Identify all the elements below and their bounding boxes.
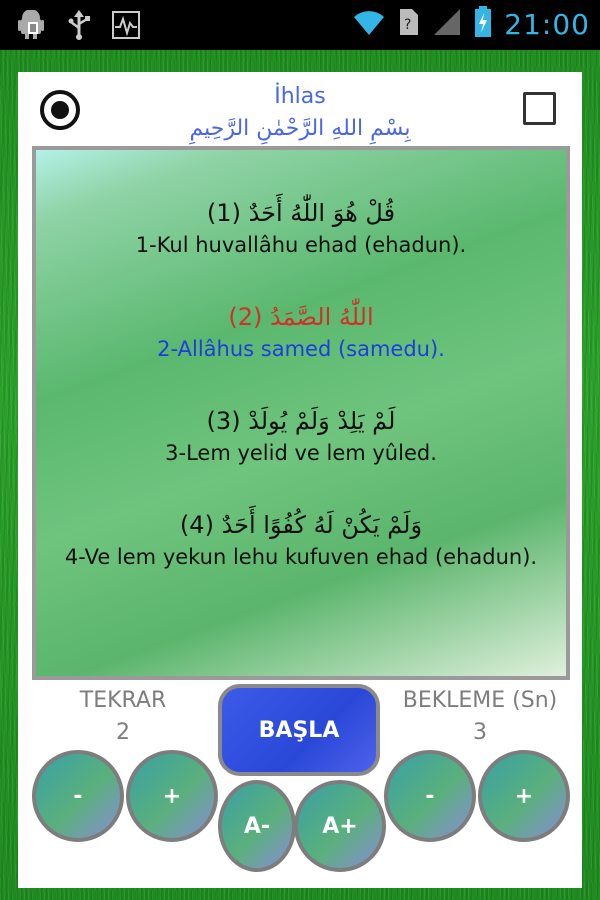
repeat-count: 2 (116, 720, 130, 745)
grass-frame (0, 50, 600, 900)
surah-title: İhlas (274, 84, 326, 109)
verse-arabic: قُلْ هُوَ اللّٰهُ أَحَدٌ (1) (206, 199, 396, 227)
verse-transliteration: 2-Allâhus samed (samedu). (157, 337, 445, 361)
status-bar-right (352, 6, 590, 42)
basmala-text: بِسْمِ اللهِ الرَّحْمٰنِ الرَّحِيمِ (189, 116, 411, 141)
repeat-increase-button[interactable]: + (126, 750, 218, 842)
verse-3[interactable] (36, 404, 566, 468)
signal-icon (432, 7, 462, 41)
wait-increase-button[interactable]: + (478, 750, 570, 842)
wait-decrease-button[interactable]: - (384, 750, 476, 842)
svg-text:?: ? (404, 17, 412, 33)
wait-label: BEKLEME (Sn) (402, 688, 558, 713)
font-decrease-button[interactable]: A- (218, 780, 296, 872)
checkbox[interactable] (523, 92, 556, 125)
verse-1[interactable] (36, 196, 566, 260)
status-bar (0, 0, 600, 50)
verse-transliteration: 4-Ve lem yekun lehu kufuven ehad (ehadun). (64, 545, 538, 569)
verse-transliteration: 3-Lem yelid ve lem yûled. (165, 441, 437, 465)
verse-transliteration: 1-Kul huvallâhu ehad (ehadun). (135, 233, 467, 257)
repeat-decrease-button[interactable]: - (32, 750, 124, 842)
verses-area (32, 146, 570, 680)
font-increase-button[interactable]: A+ (294, 780, 386, 872)
clock-time: 21:00 (504, 7, 590, 41)
verse-2[interactable] (36, 300, 566, 364)
verse-arabic: اللّٰهُ الصَّمَدُ (2) (228, 303, 374, 331)
wait-count: 3 (473, 720, 487, 745)
activity-monitor-icon (112, 11, 140, 43)
start-button[interactable]: BAŞLA (218, 684, 380, 776)
repeat-label: TEKRAR (79, 688, 167, 713)
verse-arabic: وَلَمْ يَكُنْ لَهُ كُفُوًا أَحَدٌ (4) (179, 511, 423, 539)
no-sim-icon (398, 7, 420, 41)
wifi-icon (352, 7, 386, 41)
battery-icon (474, 6, 492, 42)
android-debug-icon (18, 10, 46, 44)
verse-arabic: لَمْ يَلِدْ وَلَمْ يُولَدْ (3) (206, 407, 396, 435)
main-panel (18, 72, 582, 888)
status-bar-left (18, 10, 140, 44)
usb-icon (68, 10, 90, 44)
verse-4[interactable] (36, 508, 566, 572)
